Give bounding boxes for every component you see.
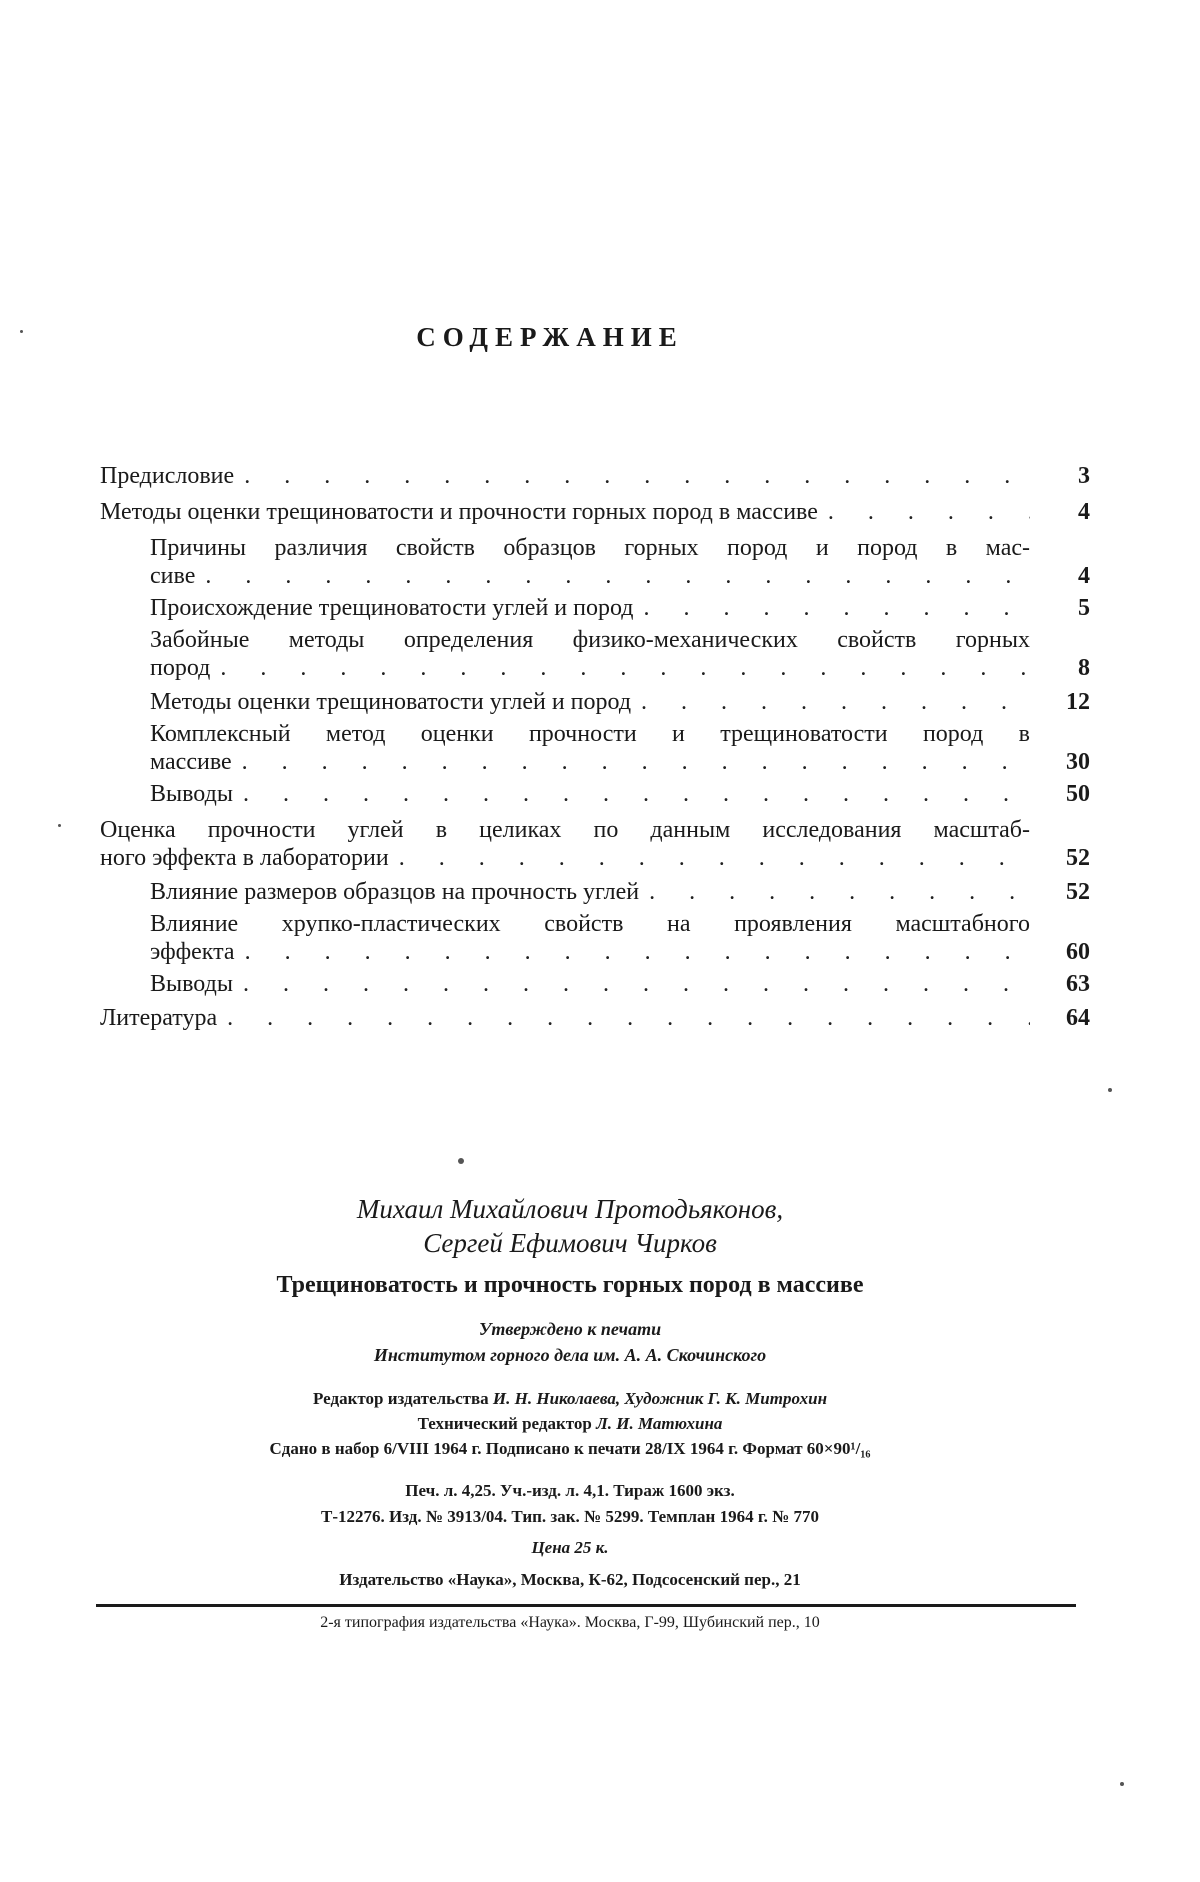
toc-entry-page: 12 [1066,689,1090,715]
toc-entry-row [150,748,1090,776]
authors [100,1192,1040,1260]
toc-entry-row [100,844,1090,872]
toc-entry [100,816,1090,872]
dot-leaders [649,878,1030,906]
editor-label: Редактор издательства [312,1389,489,1408]
toc-entry [100,720,1090,776]
toc-entry-page: 60 [1066,939,1090,965]
dot-leaders [245,938,1030,966]
artist-label: Художник [624,1389,704,1408]
toc-entry [100,498,1090,526]
toc-entry-title: Влияние размеров образцов на прочность углей [150,879,640,905]
toc-entry-title-line1: Причины различия свойств образцов горных пород и пород в мас- [150,535,1030,561]
author-1: Михаил Михайлович Протодьяконов, [356,1194,784,1224]
tech-editor-label: Технический редактор [417,1414,592,1433]
toc-entry-row [150,970,1090,998]
toc-entry-row [150,878,1090,906]
toc-entry-title: Литература [100,1005,218,1031]
toc-entry-row [100,462,1090,490]
toc-entry-page: 30 [1066,749,1090,775]
toc-entry-row [100,498,1090,526]
scan-speck [1108,1088,1112,1092]
toc-entry [100,688,1090,716]
approval-line-1: Утверждено к печати [478,1319,662,1339]
toc-entry-page: 5 [1078,595,1090,621]
toc-entry-title-line1: Комплексный метод оценки прочности и трещиноватости пород в [150,721,1030,747]
toc-entry [100,910,1090,966]
toc-entry-title-line2: массиве [150,749,232,775]
toc-entry-title-line1: Забойные методы определения физико-механических свойств горных [150,627,1030,653]
dates-line: Сдано в набор 6/VIII 1964 г. Подписано к печати 28/IX 1964 г. Формат 60×90¹/₁₆ [269,1439,871,1458]
toc-entry-row [150,938,1090,966]
artist-name: Г. К. Митрохин [707,1389,828,1408]
toc-entry-row [100,1004,1090,1032]
toc-entry-title: Методы оценки трещиноватости углей и пород [150,689,632,715]
toc-entry-page: 4 [1078,499,1090,525]
print-sheets: Печ. л. 4,25. Уч.-изд. л. 4,1. Тираж 1600 экз. [405,1481,735,1500]
toc-entry [100,594,1090,622]
price: Цена 25 к. [531,1538,609,1557]
toc-entry-page: 52 [1066,845,1090,871]
toc-entry [100,878,1090,906]
toc-entry-title: Происхождение трещиноватости углей и пород [150,595,634,621]
dot-leaders [644,594,1031,622]
dot-leaders [243,780,1030,808]
printer-line: 2-я типография издательства «Наука». Москва, Г-99, Шубинский пер., 10 [320,1614,820,1631]
dot-leaders [220,654,1030,682]
toc-entry [100,626,1090,682]
tech-editor-name: Л. И. Матюхина [596,1414,723,1433]
toc-entry [100,1004,1090,1032]
toc-entry [100,462,1090,490]
toc-entry [100,970,1090,998]
toc-entry-row [150,780,1090,808]
toc-entry-page: 3 [1078,463,1090,489]
scan-speck [458,1158,464,1164]
scan-speck [1120,1782,1124,1786]
publisher: Издательство «Наука», Москва, К-62, Подсосенский пер., 21 [339,1570,801,1589]
toc-entry-page: 50 [1066,781,1090,807]
toc-entry-page: 64 [1066,1005,1090,1031]
toc-entry-title-line2: пород [150,655,211,681]
dot-leaders [244,462,1030,490]
tech-editor-line [100,1411,1040,1436]
dot-leaders [828,498,1030,526]
toc-entry [100,780,1090,808]
book-title: Трещиноватость и прочность горных пород в массиве [276,1272,864,1298]
toc-entry-row [150,688,1090,716]
toc-entry-page: 4 [1078,563,1090,589]
toc-entry-title-line1: Влияние хрупко-пластических свойств на проявления масштабного [150,911,1030,937]
toc-entry-title: Выводы [150,971,233,997]
toc-entry-row [150,562,1090,590]
toc-entry-page: 52 [1066,879,1090,905]
dot-leaders [243,970,1030,998]
approval-note [100,1316,1040,1368]
dot-leaders [227,1004,1030,1032]
toc-entry-title: Предисловие [100,463,235,489]
scan-speck [58,824,61,827]
toc-entry-title-line2: ного эффекта в лаборатории [100,845,389,871]
toc-entry [100,534,1090,590]
dot-leaders [205,562,1030,590]
editor-line [100,1386,1040,1411]
approval-line-2: Институтом горного дела им. А. А. Скочинского [373,1345,767,1365]
dot-leaders [242,748,1030,776]
toc-heading: СОДЕРЖАНИЕ [416,322,684,352]
table-of-contents [100,462,1090,1032]
toc-entry-page: 63 [1066,971,1090,997]
toc-entry-title: Методы оценки трещиноватости и прочности горных пород в массиве [100,499,818,525]
editors-block [100,1386,1040,1461]
toc-entry-row [150,654,1090,682]
toc-entry-page: 8 [1078,655,1090,681]
toc-entry-title-line2: сиве [150,563,196,589]
toc-entry-row [150,594,1090,622]
author-2: Сергей Ефимович Чирков [423,1228,717,1258]
dot-leaders [399,844,1030,872]
editor-name: И. Н. Николаева, [492,1389,621,1408]
toc-entry-title: Выводы [150,781,233,807]
divider-rule [96,1604,1076,1607]
scan-speck [20,330,23,333]
toc-entry-title-line2: эффекта [150,939,235,965]
print-codes: Т-12276. Изд. № 3913/04. Тип. зак. № 5299. Темплан 1964 г. № 770 [321,1507,819,1526]
toc-entry-title-line1: Оценка прочности углей в целиках по данным исследования масштаб- [100,817,1030,843]
dot-leaders [641,688,1030,716]
print-info [100,1478,1040,1530]
